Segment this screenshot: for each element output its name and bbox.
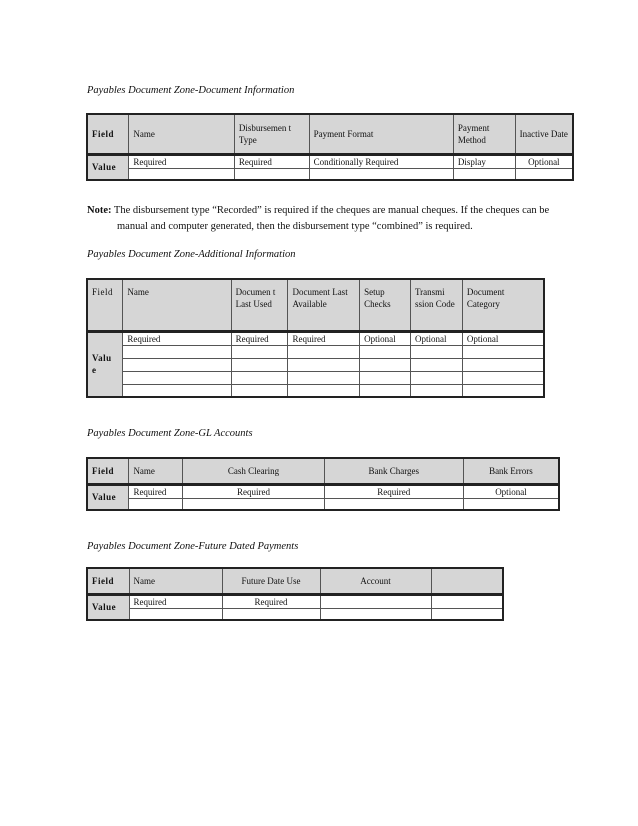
header-name: Name <box>129 458 183 484</box>
header-payment-method: Payment Method <box>453 114 515 154</box>
value-cash-clearing: Required <box>183 484 324 498</box>
value-label: Value <box>87 484 129 510</box>
header-cash-clearing: Cash Clearing <box>183 458 324 484</box>
field-label: Field <box>87 279 123 331</box>
section-caption-future-dated-payments: Payables Document Zone-Future Dated Payments <box>87 541 299 552</box>
header-setup-checks: Setup Checks <box>360 279 411 331</box>
value-label: Value <box>87 594 129 620</box>
value-document-last-used: Required <box>231 331 288 345</box>
value-name: Required <box>129 154 234 168</box>
section-caption-document-information: Payables Document Zone-Document Information <box>87 85 295 96</box>
header-disbursement-type: Disbursemen t Type <box>234 114 309 154</box>
value-disbursement-type: Required <box>234 154 309 168</box>
section-caption-additional-information: Payables Document Zone-Additional Information <box>87 249 296 260</box>
value-document-category: Optional <box>462 331 544 345</box>
gl-accounts-table <box>86 457 560 511</box>
document-information-table <box>86 113 574 181</box>
value-transmission-code: Optional <box>411 331 463 345</box>
header-name: Name <box>129 568 222 594</box>
value-name: Required <box>123 331 231 345</box>
additional-information-table <box>86 278 545 398</box>
value-setup-checks: Optional <box>360 331 411 345</box>
future-dated-payments-table <box>86 567 504 621</box>
value-label: Valu e <box>87 331 123 397</box>
header-bank-charges: Bank Charges <box>324 458 463 484</box>
header-inactive-date: Inactive Date <box>515 114 573 154</box>
header-payment-format: Payment Format <box>309 114 453 154</box>
header-bank-errors: Bank Errors <box>463 458 559 484</box>
header-document-category: Document Category <box>462 279 544 331</box>
value-account <box>320 594 431 608</box>
value-bank-errors: Optional <box>463 484 559 498</box>
header-transmission-code: Transmi ssion Code <box>411 279 463 331</box>
value-payment-method: Display <box>453 154 515 168</box>
value-blank <box>431 594 503 608</box>
value-document-last-available: Required <box>288 331 360 345</box>
field-label: Field <box>87 114 129 154</box>
field-label: Field <box>87 568 129 594</box>
note-line-2: manual and computer generated, then the disbursement type “combined” is required. <box>117 221 473 232</box>
header-name: Name <box>123 279 231 331</box>
header-name: Name <box>129 114 234 154</box>
field-label: Field <box>87 458 129 484</box>
value-name: Required <box>129 484 183 498</box>
header-document-last-available: Document Last Available <box>288 279 360 331</box>
value-label: Value <box>87 154 129 180</box>
section-caption-gl-accounts: Payables Document Zone-GL Accounts <box>87 428 253 439</box>
value-inactive-date: Optional <box>515 154 573 168</box>
header-blank <box>431 568 503 594</box>
value-name: Required <box>129 594 222 608</box>
header-account: Account <box>320 568 431 594</box>
value-future-date-use: Required <box>222 594 320 608</box>
note-line-1: The disbursement type “Recorded” is required if the cheques are manual cheques. If the cheques can be <box>111 205 550 216</box>
note-label: Note: <box>87 205 112 216</box>
note-paragraph <box>87 203 587 235</box>
header-future-date-use: Future Date Use <box>222 568 320 594</box>
value-bank-charges: Required <box>324 484 463 498</box>
value-payment-format: Conditionally Required <box>309 154 453 168</box>
header-document-last-used: Documen t Last Used <box>231 279 288 331</box>
